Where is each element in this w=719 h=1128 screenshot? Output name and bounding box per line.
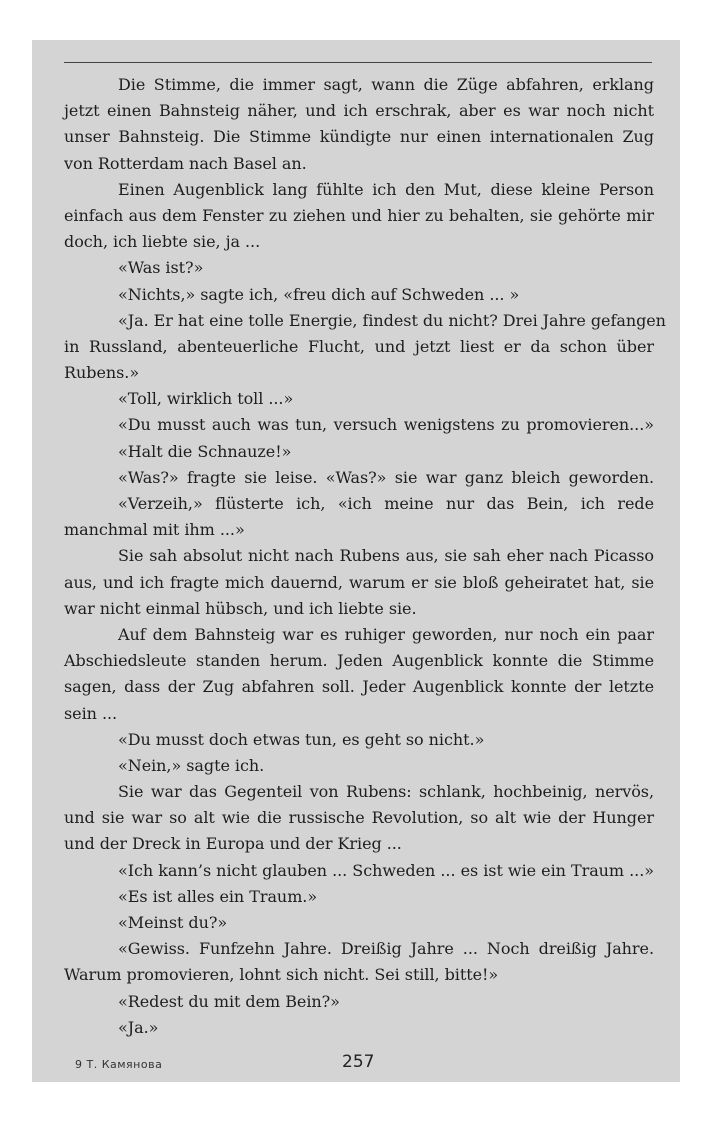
- text-line: und der Dreck in Europa und der Krieg ...: [64, 834, 402, 854]
- text-line: aus, und ich fragte mich dauernd, warum er sie bloß geheiratet hat, sie: [64, 572, 654, 592]
- text-line: Auf dem Bahnsteig war es ruhiger geworden, nur noch ein paar: [118, 624, 654, 644]
- text-line: war nicht einmal hübsch, und ich liebte sie.: [64, 598, 417, 618]
- text-line: doch, ich liebte sie, ja ...: [64, 232, 261, 252]
- body-text: [64, 72, 666, 1041]
- text-line: «Ja.»: [118, 1017, 159, 1037]
- text-line: «Toll, wirklich toll ...»: [118, 389, 294, 409]
- text-line: in Russland, abenteuerliche Flucht, und jetzt liest er da schon über: [64, 336, 654, 356]
- text-line: «Was?» fragte sie leise. «Was?» sie war ganz bleich geworden.: [118, 467, 654, 487]
- footer-author-mark: 9 Т. Камянова: [75, 1058, 163, 1071]
- text-line: unser Bahnsteig. Die Stimme kündigte nur einen internationalen Zug: [64, 127, 654, 147]
- text-line: Sie war das Gegenteil von Rubens: schlank, hochbeinig, nervös,: [118, 782, 654, 802]
- text-line: «Was ist?»: [118, 258, 204, 278]
- text-line: «Verzeih,» flüsterte ich, «ich meine nur das Bein, ich rede: [118, 494, 654, 513]
- text-line: «Es ist alles ein Traum.»: [118, 886, 318, 906]
- text-line: Rubens.»: [64, 363, 140, 383]
- text-line: sein ...: [64, 703, 118, 723]
- text-line: von Rotterdam nach Basel an.: [64, 153, 307, 173]
- text-line: «Redest du mit dem Bein?»: [118, 991, 340, 1011]
- text-line: «Nein,» sagte ich.: [118, 755, 265, 775]
- text-line: «Gewiss. Funfzehn Jahre. Dreißig Jahre ... Noch dreißig Jahre.: [118, 939, 654, 959]
- page-number: 257: [342, 1052, 375, 1072]
- text-line: «Nichts,» sagte ich, «freu dich auf Schweden ... »: [118, 284, 520, 304]
- text-line: Abschiedsleute standen herum. Jeden Augenblick konnte die Stimme: [64, 651, 654, 671]
- text-line: und sie war so alt wie die russische Revolution, so alt wie der Hunger: [64, 808, 654, 828]
- text-line: Sie sah absolut nicht nach Rubens aus, sie sah eher nach Picasso: [118, 546, 654, 566]
- text-line: Die Stimme, die immer sagt, wann die Züge abfahren, erklang: [118, 75, 654, 94]
- text-line: jetzt einen Bahnsteig näher, und ich erschrak, aber es war noch nicht: [64, 101, 654, 121]
- text-line: «Ich kann’s nicht glauben ... Schweden ... es ist wie ein Traum ...»: [118, 860, 654, 880]
- text-line: «Ja. Er hat eine tolle Energie, findest du nicht? Drei Jahre gefangen: [118, 310, 666, 330]
- text-line: «Halt die Schnauze!»: [118, 441, 292, 461]
- text-line: manchmal mit ihm ...»: [64, 520, 245, 540]
- text-line: «Du musst auch was tun, versuch wenigstens zu promovieren...»: [118, 415, 654, 435]
- text-line: «Meinst du?»: [118, 913, 228, 932]
- text-line: Einen Augenblick lang fühlte ich den Mut, diese kleine Person: [118, 179, 654, 199]
- text-line: «Du musst doch etwas tun, es geht so nicht.»: [118, 729, 485, 749]
- header-rule: [64, 62, 652, 63]
- text-line: einfach aus dem Fenster zu ziehen und hier zu behalten, sie gehörte mir: [64, 205, 654, 225]
- text-line: sagen, dass der Zug abfahren soll. Jeder Augenblick konnte der letzte: [64, 677, 654, 697]
- text-line: Warum promovieren, lohnt sich nicht. Sei still, bitte!»: [64, 965, 499, 985]
